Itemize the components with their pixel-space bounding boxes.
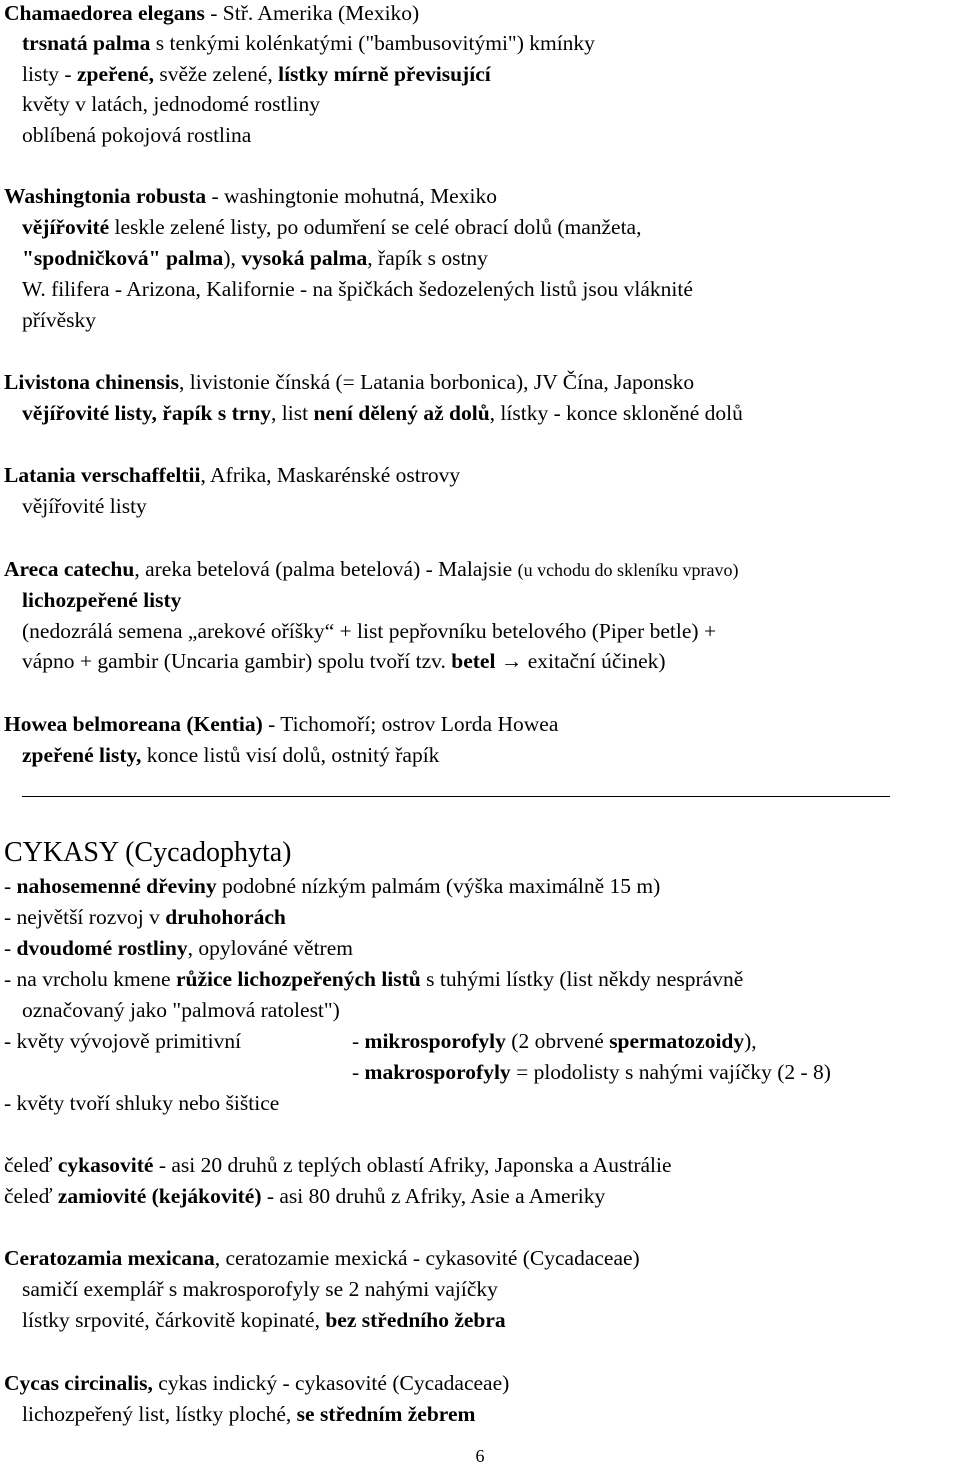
- areca-line-3: (nedozrálá semena „arekové oříšky“ + list pepřovníku betelového (Piper betle) +: [22, 619, 717, 643]
- latania-title-line: Latania verschaffeltii, Afrika, Maskarénské ostrovy: [4, 463, 461, 487]
- species-name: Ceratozamia mexicana: [4, 1246, 215, 1270]
- chamaedorea-title-line: Chamaedorea elegans - Stř. Amerika (Mexiko): [4, 1, 420, 25]
- species-name: Washingtonia robusta: [4, 184, 207, 208]
- areca-line-2: lichozpeřené listy: [22, 588, 182, 612]
- areca-line-4: vápno + gambir (Uncaria gambir) spolu tvoří tzv. betel → exitační účinek): [22, 649, 666, 673]
- page-number: 6: [475, 1446, 485, 1466]
- howea-line-2: zpeřené listy, konce listů visí dolů, ostnitý řapík: [22, 743, 440, 767]
- cycas-line-2: lichozpeřený list, lístky ploché, se středním žebrem: [22, 1402, 476, 1426]
- chamaedorea-line-3: listy - zpeřené, svěže zelené, lístky mírně převisující: [22, 62, 491, 86]
- species-name: Cycas circinalis,: [4, 1371, 153, 1395]
- areca-title-line: Areca catechu, areka betelová (palma betelová) - Malajsie (u vchodu do skleníku vpravo): [4, 557, 739, 581]
- cykasy-point-4-continued: označovaný jako "palmová ratolest"): [22, 998, 340, 1022]
- washingtonia-line-5: přívěsky: [22, 308, 97, 332]
- cykasy-point-7: - květy tvoří shluky nebo šištice: [4, 1091, 280, 1115]
- washingtonia-line-2: vějířovité leskle zelené listy, po odumření se celé obrací dolů (manžeta,: [22, 215, 642, 239]
- cykasy-point-4: - na vrcholu kmene růžice lichozpeřených listů s tuhými lístky (list někdy nesprávně: [4, 967, 744, 991]
- section-heading: CYKASY (Cycadophyta): [4, 837, 292, 868]
- latania-line-2: vějířovité listy: [22, 494, 147, 518]
- location-note: (u vchodu do skleníku vpravo): [517, 560, 739, 580]
- chamaedorea-line-4: květy v latách, jednodomé rostliny: [22, 92, 320, 116]
- species-name: Latania verschaffeltii: [4, 463, 201, 487]
- cykasy-point-6-right: - makrosporofyly = plodolisty s nahými vajíčky (2 - 8): [352, 1060, 831, 1084]
- species-name: Chamaedorea elegans: [4, 1, 205, 25]
- family-line-2: čeleď zamiovité (kejákovité) - asi 80 druhů z Afriky, Asie a Ameriky: [4, 1184, 606, 1208]
- ceratozamia-line-3: lístky srpovité, čárkovitě kopinaté, bez středního žebra: [22, 1308, 506, 1332]
- washingtonia-line-3: "spodničková" palma), vysoká palma, řapík s ostny: [22, 246, 488, 270]
- ceratozamia-title-line: Ceratozamia mexicana, ceratozamie mexická - cykasovité (Cycadaceae): [4, 1246, 640, 1270]
- howea-title-line: Howea belmoreana (Kentia) - Tichomoří; ostrov Lorda Howea: [4, 712, 559, 736]
- species-name: Livistona chinensis: [4, 370, 180, 394]
- washingtonia-title-line: Washingtonia robusta - washingtonie mohutná, Mexiko: [4, 184, 497, 208]
- cykasy-point-2: - největší rozvoj v druhohorách: [4, 905, 286, 929]
- chamaedorea-line-5: oblíbená pokojová rostlina: [22, 123, 252, 147]
- chamaedorea-line-2: trsnatá palma s tenkými kolénkatými ("bambusovitými") kmínky: [22, 31, 595, 55]
- livistona-title-line: Livistona chinensis, livistonie čínská (= Latania borbonica), JV Čína, Japonsko: [4, 370, 695, 394]
- species-name: Areca catechu: [4, 557, 135, 581]
- section-divider: [22, 796, 890, 797]
- cykasy-point-3: - dvoudomé rostliny, opylováné větrem: [4, 936, 353, 960]
- cykasy-point-5: - květy vývojově primitivní: [4, 1029, 242, 1053]
- family-line-1: čeleď cykasovité - asi 20 druhů z teplých oblastí Afriky, Japonska a Austrálie: [4, 1153, 672, 1177]
- ceratozamia-line-2: samičí exemplář s makrosporofyly se 2 nahými vajíčky: [22, 1277, 498, 1301]
- cycas-title-line: Cycas circinalis, cykas indický - cykasovité (Cycadaceae): [4, 1371, 510, 1395]
- species-name: Howea belmoreana (Kentia): [4, 712, 263, 736]
- cykasy-point-1: - nahosemenné dřeviny podobné nízkým palmám (výška maximálně 15 m): [4, 874, 661, 898]
- cykasy-point-5-right: - mikrosporofyly (2 obrvené spermatozoidy),: [352, 1029, 757, 1053]
- livistona-line-2: vějířovité listy, řapík s trny, list není dělený až dolů, lístky - konce skloněné dolů: [22, 401, 743, 425]
- washingtonia-line-4: W. filifera - Arizona, Kalifornie - na špičkách šedozelených listů jsou vláknité: [22, 277, 693, 301]
